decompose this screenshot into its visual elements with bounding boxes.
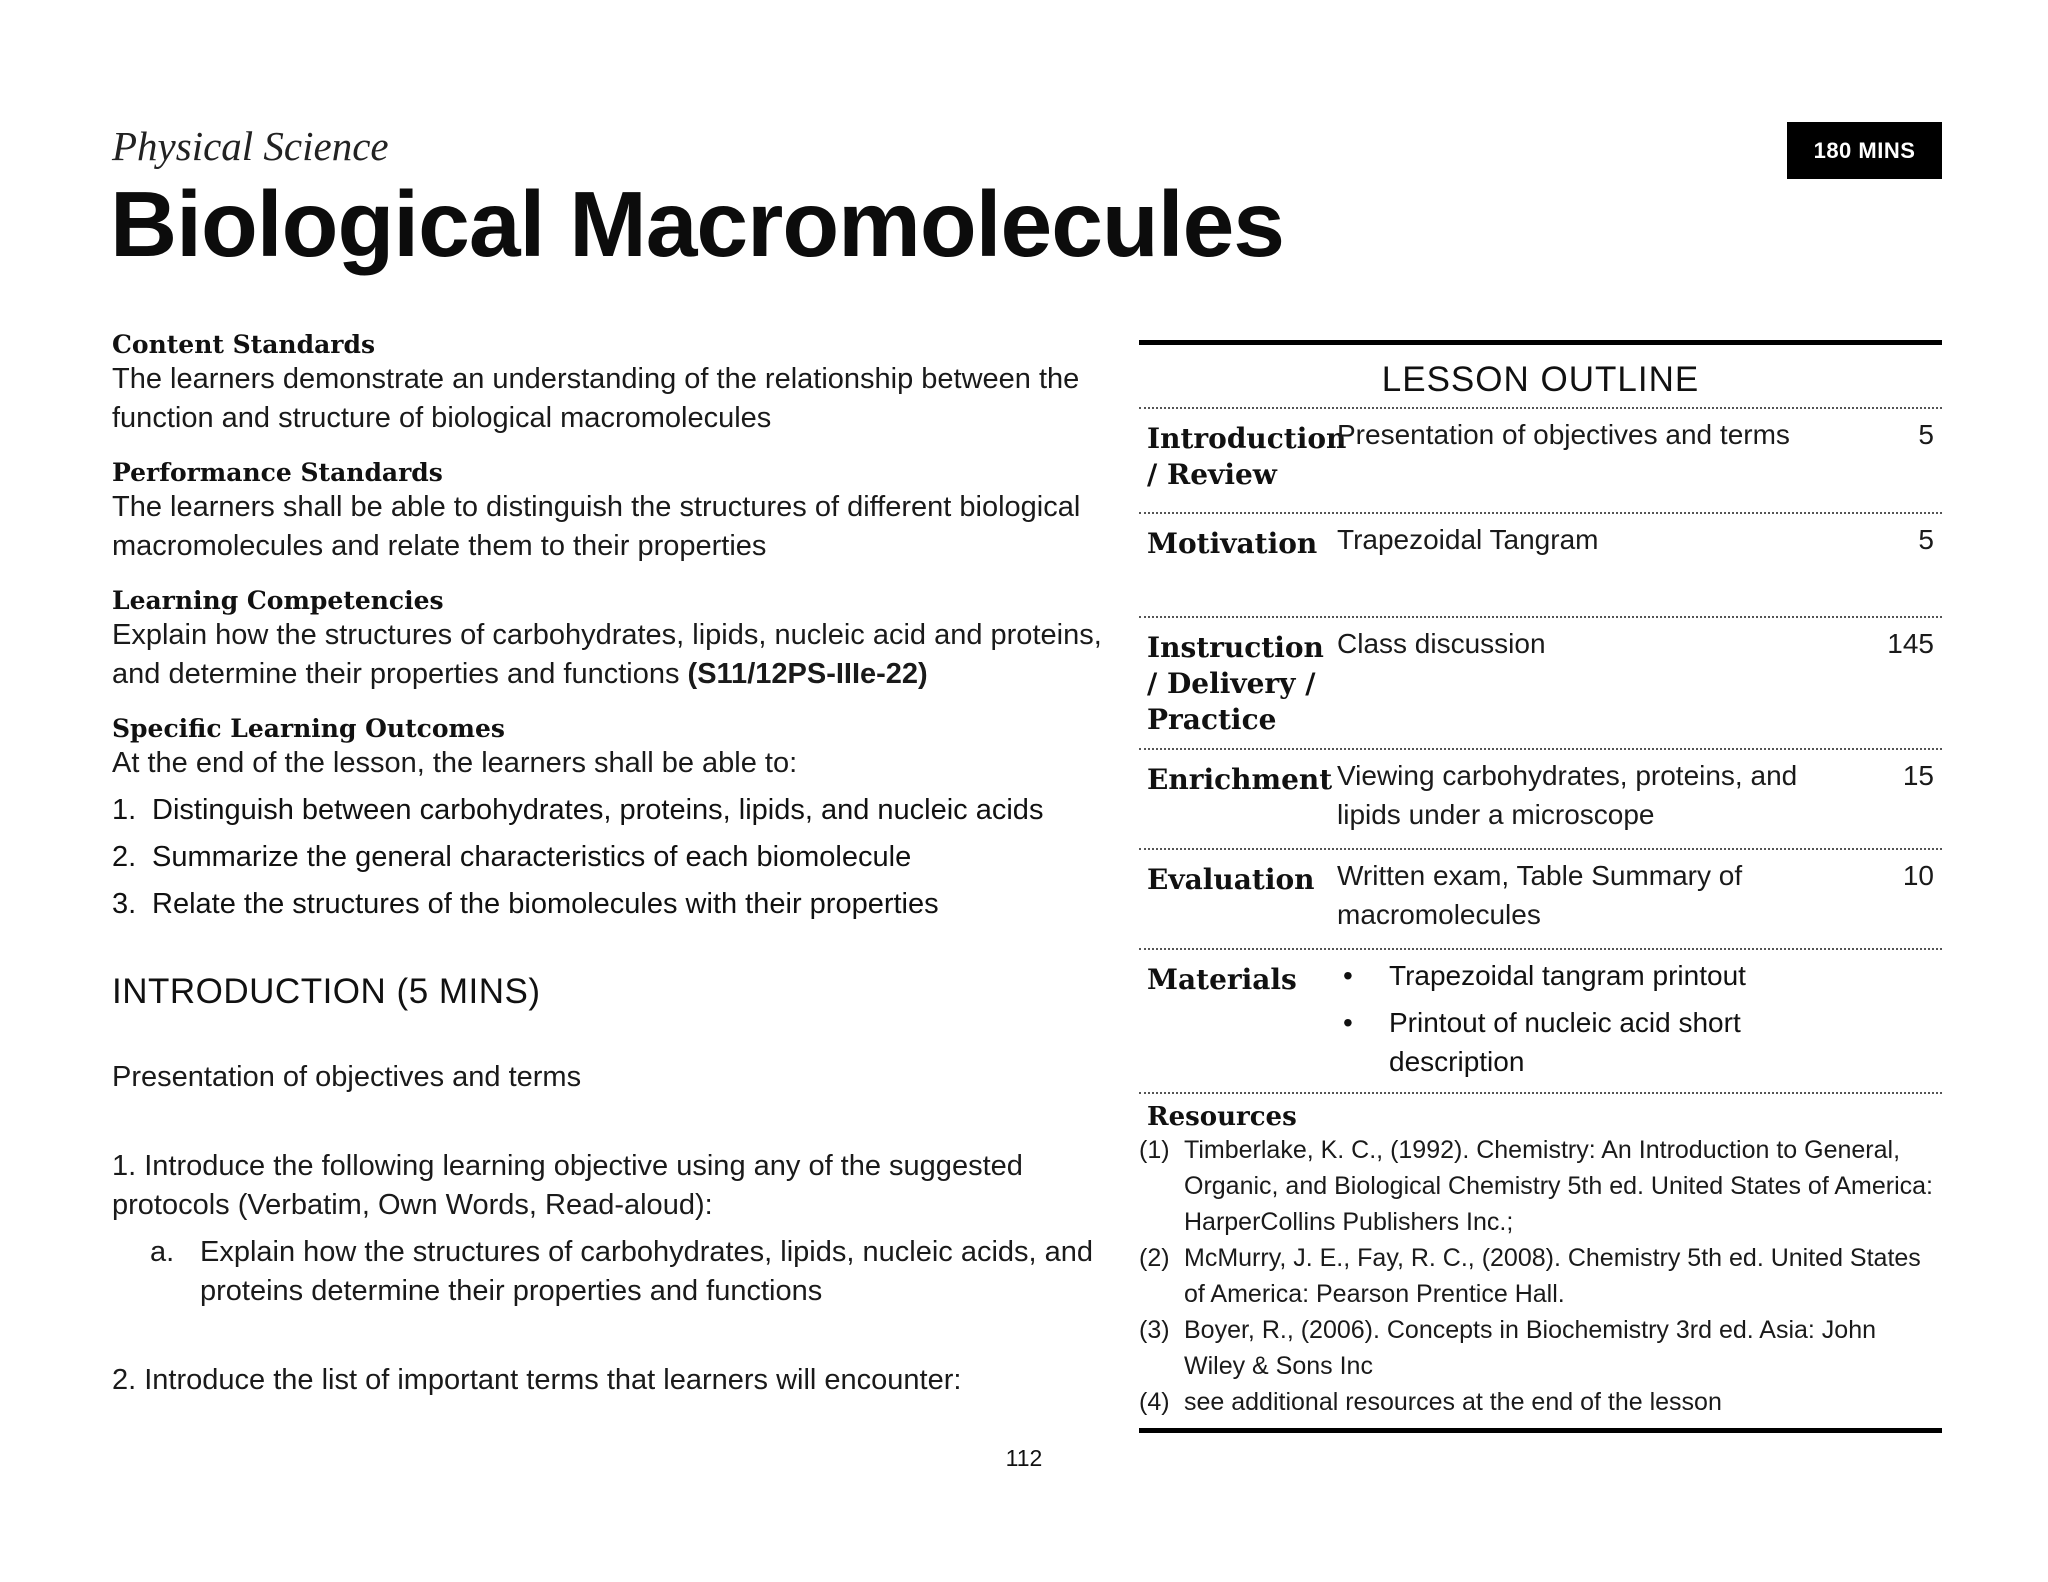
competencies-heading: Learning Competencies <box>112 586 444 615</box>
lesson-title: Biological Macromolecules <box>110 172 1285 276</box>
outline-row-mins: 5 <box>1918 524 1934 555</box>
list-item-number: 3. <box>112 888 137 920</box>
learning-outcomes <box>112 714 1102 924</box>
bullet-icon: • <box>1343 960 1353 991</box>
list-item-number: 2. <box>112 841 137 873</box>
outline-row-desc: Presentation of objectives and terms <box>1337 419 1790 450</box>
resource-number: (1) <box>1139 1136 1170 1164</box>
list-item <box>112 838 1102 877</box>
resource-number: (4) <box>1139 1388 1170 1416</box>
outline-row-label: Motivation <box>1147 527 1318 560</box>
outline-row-label: Materials <box>1147 963 1297 996</box>
list-item <box>112 885 1102 924</box>
competencies-text <box>112 616 1102 694</box>
competency-code: (S11/12PS-IIIe-22) <box>687 658 928 690</box>
learning-competencies <box>112 586 1102 694</box>
outline-row-materials <box>1139 950 1942 1092</box>
introduction-section <box>112 972 1102 1400</box>
subject-label: Physical Science <box>112 123 389 169</box>
outline-row-introduction <box>1139 409 1942 512</box>
outline-row-instruction <box>1139 618 1942 748</box>
outline-row-desc: Trapezoidal Tangram <box>1337 524 1599 555</box>
outcomes-intro: At the end of the lesson, the learners shall be able to: <box>112 747 798 779</box>
outline-row-desc: Written exam, Table Summary of macromolecules <box>1337 860 1743 930</box>
list-item-number: 1. <box>112 794 137 826</box>
outline-row-mins: 5 <box>1918 419 1934 450</box>
introduction-step-1: 1. Introduce the following learning objective using any of the suggested protocols (Verbatim, Own Words, Read-aloud): <box>112 1150 1023 1221</box>
content-standards <box>112 330 1102 438</box>
outline-row-mins: 10 <box>1902 860 1934 891</box>
list-item-text: Relate the structures of the biomolecules with their properties <box>152 888 939 920</box>
outline-row-label: Instruction / Delivery / Practice <box>1147 631 1324 736</box>
outline-row-desc: Class discussion <box>1337 628 1546 659</box>
outline-row-desc: Viewing carbohydrates, proteins, and lipids under a microscope <box>1337 760 1798 830</box>
content-standards-text: The learners demonstrate an understanding of the relationship between the function and structure of biological macromolecules <box>112 363 1080 434</box>
bullet-icon: • <box>1343 1007 1353 1038</box>
resource-number: (3) <box>1139 1316 1170 1344</box>
list-item-text: Distinguish between carbohydrates, proteins, lipids, and nucleic acids <box>152 794 1044 826</box>
competencies-body: Explain how the structures of carbohydrates, lipids, nucleic acid and proteins, and determine their properties and functions <box>112 619 1102 690</box>
outline-row-mins: 145 <box>1887 628 1934 659</box>
outline-row-label: Evaluation <box>1147 863 1315 896</box>
resource-text: McMurry, J. E., Fay, R. C., (2008). Chemistry 5th ed. United States of America: Pearson Prentice Hall. <box>1184 1244 1921 1308</box>
list-item-text: Trapezoidal tangram printout <box>1389 960 1746 991</box>
lesson-standards <box>112 330 1102 1400</box>
resource-text: Timberlake, K. C., (1992). Chemistry: An Introduction to General, Organic, and Biological Chemistry 5th ed. United States of America: HarperCollins Publishers Inc.; <box>1184 1136 1933 1236</box>
performance-standards <box>112 458 1102 566</box>
outline-row-label: Enrichment <box>1147 763 1333 796</box>
duration-badge: 180 MINS <box>1787 122 1942 179</box>
resource-number: (2) <box>1139 1244 1170 1272</box>
introduction-subtitle: Presentation of objectives and terms <box>112 1061 582 1093</box>
resources-section <box>1139 1094 1942 1428</box>
resource-text: see additional resources at the end of the lesson <box>1184 1388 1722 1416</box>
outline-row-motivation <box>1139 514 1942 616</box>
sub-item-letter: a. <box>150 1236 175 1268</box>
outline-row-mins: 15 <box>1902 760 1934 791</box>
list-item <box>112 791 1102 830</box>
introduction-heading: INTRODUCTION (5 MINS) <box>112 972 541 1011</box>
outline-title: LESSON OUTLINE <box>1381 360 1700 399</box>
sub-item-text: Explain how the structures of carbohydrates, lipids, nucleic acids, and proteins determine their properties and functions <box>200 1236 1094 1307</box>
list-item-text: Printout of nucleic acid short description <box>1389 1007 1741 1077</box>
list-item-text: Summarize the general characteristics of each biomolecule <box>152 841 912 873</box>
lesson-outline-table <box>1139 340 1942 1433</box>
outline-row-evaluation <box>1139 850 1942 948</box>
resource-text: Boyer, R., (2006). Concepts in Biochemistry 3rd ed. Asia: John Wiley & Sons Inc <box>1184 1316 1877 1380</box>
resource-item <box>1139 1384 1942 1420</box>
outcomes-heading: Specific Learning Outcomes <box>112 714 505 743</box>
content-standards-heading: Content Standards <box>112 330 376 359</box>
outline-row-label: Introduction / Review <box>1147 422 1347 491</box>
performance-standards-text: The learners shall be able to distinguish the structures of different biological macromolecules and relate them to their properties <box>112 491 1081 562</box>
materials-list <box>1337 956 1942 1092</box>
performance-standards-heading: Performance Standards <box>112 458 443 487</box>
introduction-step-1a <box>112 1233 1102 1311</box>
resource-item <box>1139 1312 1942 1384</box>
introduction-step-2: 2. Introduce the list of important terms that learners will encounter: <box>112 1364 962 1396</box>
page-number: 112 <box>1005 1445 1043 1471</box>
resource-item <box>1139 1240 1942 1312</box>
list-item <box>1337 1003 1942 1081</box>
outline-row-enrichment <box>1139 750 1942 848</box>
list-item <box>1337 956 1942 995</box>
resources-heading: Resources <box>1147 1102 1297 1132</box>
outline-bottom-rule <box>1139 1428 1942 1433</box>
resource-item <box>1139 1132 1942 1240</box>
